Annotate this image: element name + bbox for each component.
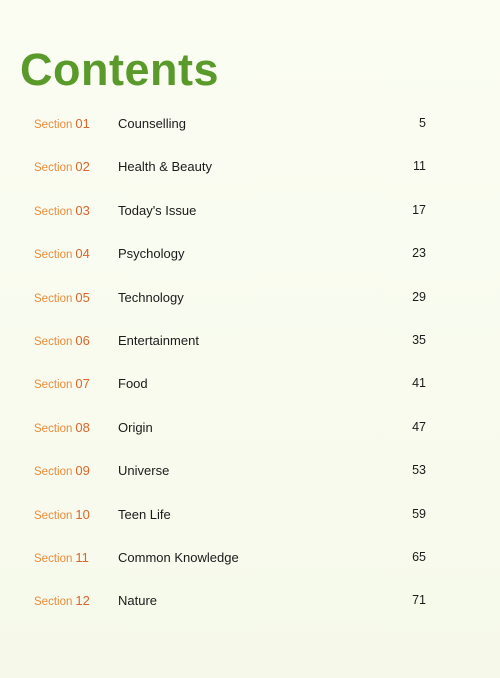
toc-row-section-05[interactable] xyxy=(0,276,500,319)
page-number: 47 xyxy=(412,419,426,434)
section-word: Section xyxy=(34,422,73,435)
section-number: 06 xyxy=(75,332,90,348)
toc-row-section-09[interactable] xyxy=(0,449,500,492)
section-word: Section xyxy=(34,552,73,565)
section-title: Universe xyxy=(118,463,170,479)
section-title: Entertainment xyxy=(118,332,199,348)
page-number: 65 xyxy=(412,549,426,564)
section-number: 08 xyxy=(75,419,90,435)
section-word: Section xyxy=(34,596,73,609)
section-word: Section xyxy=(34,292,73,305)
section-label xyxy=(34,333,90,350)
section-number: 02 xyxy=(75,159,90,175)
page-number: 35 xyxy=(412,332,426,347)
toc-row-section-12[interactable] xyxy=(0,579,500,622)
section-word: Section xyxy=(34,205,73,218)
section-label xyxy=(34,116,90,133)
section-label xyxy=(34,550,89,567)
section-label xyxy=(34,246,90,263)
section-number: 03 xyxy=(75,202,90,218)
section-number: 12 xyxy=(75,593,90,609)
section-label xyxy=(34,593,90,610)
section-number: 10 xyxy=(75,506,90,522)
page-title: Contents xyxy=(20,44,219,95)
section-label xyxy=(34,420,90,437)
table-of-contents xyxy=(0,102,500,623)
section-title: Technology xyxy=(118,289,184,305)
section-word: Section xyxy=(34,335,73,348)
page-number: 23 xyxy=(412,246,426,261)
page-number: 5 xyxy=(419,116,426,130)
section-title: Origin xyxy=(118,419,153,435)
section-number: 11 xyxy=(75,549,89,565)
page-number: 53 xyxy=(412,463,426,478)
section-word: Section xyxy=(34,162,73,175)
section-label xyxy=(34,376,90,393)
section-title: Teen Life xyxy=(118,506,171,522)
toc-row-section-01[interactable] xyxy=(0,102,500,145)
section-number: 01 xyxy=(75,116,90,131)
page-number: 11 xyxy=(413,159,426,174)
section-word: Section xyxy=(34,119,73,131)
section-title: Today's Issue xyxy=(118,202,197,218)
section-title: Nature xyxy=(118,593,158,609)
toc-row-section-04[interactable] xyxy=(0,232,500,275)
section-word: Section xyxy=(34,509,73,522)
page-number: 29 xyxy=(412,289,426,304)
section-title: Common Knowledge xyxy=(118,549,239,565)
section-number: 07 xyxy=(75,376,90,392)
toc-row-section-07[interactable] xyxy=(0,362,500,405)
section-title: Psychology xyxy=(118,246,185,262)
section-number: 05 xyxy=(75,289,90,305)
toc-row-section-02[interactable] xyxy=(0,145,500,188)
section-title: Counselling xyxy=(118,116,186,131)
toc-row-section-03[interactable] xyxy=(0,189,500,232)
section-label xyxy=(34,463,90,480)
section-label xyxy=(34,507,90,524)
section-word: Section xyxy=(34,466,73,479)
toc-row-section-10[interactable] xyxy=(0,493,500,536)
page-number: 17 xyxy=(412,202,426,217)
page-number: 41 xyxy=(412,376,426,391)
toc-row-section-11[interactable] xyxy=(0,536,500,579)
section-label xyxy=(34,159,90,176)
page-number: 59 xyxy=(412,506,426,521)
section-word: Section xyxy=(34,379,73,392)
section-title: Health & Beauty xyxy=(118,159,212,175)
toc-row-section-06[interactable] xyxy=(0,319,500,362)
section-label xyxy=(34,203,90,220)
section-number: 04 xyxy=(75,246,90,262)
toc-row-section-08[interactable] xyxy=(0,406,500,449)
section-word: Section xyxy=(34,249,73,262)
section-label xyxy=(34,290,90,307)
page-number: 71 xyxy=(412,593,426,608)
section-title: Food xyxy=(118,376,148,392)
section-number: 09 xyxy=(75,463,90,479)
